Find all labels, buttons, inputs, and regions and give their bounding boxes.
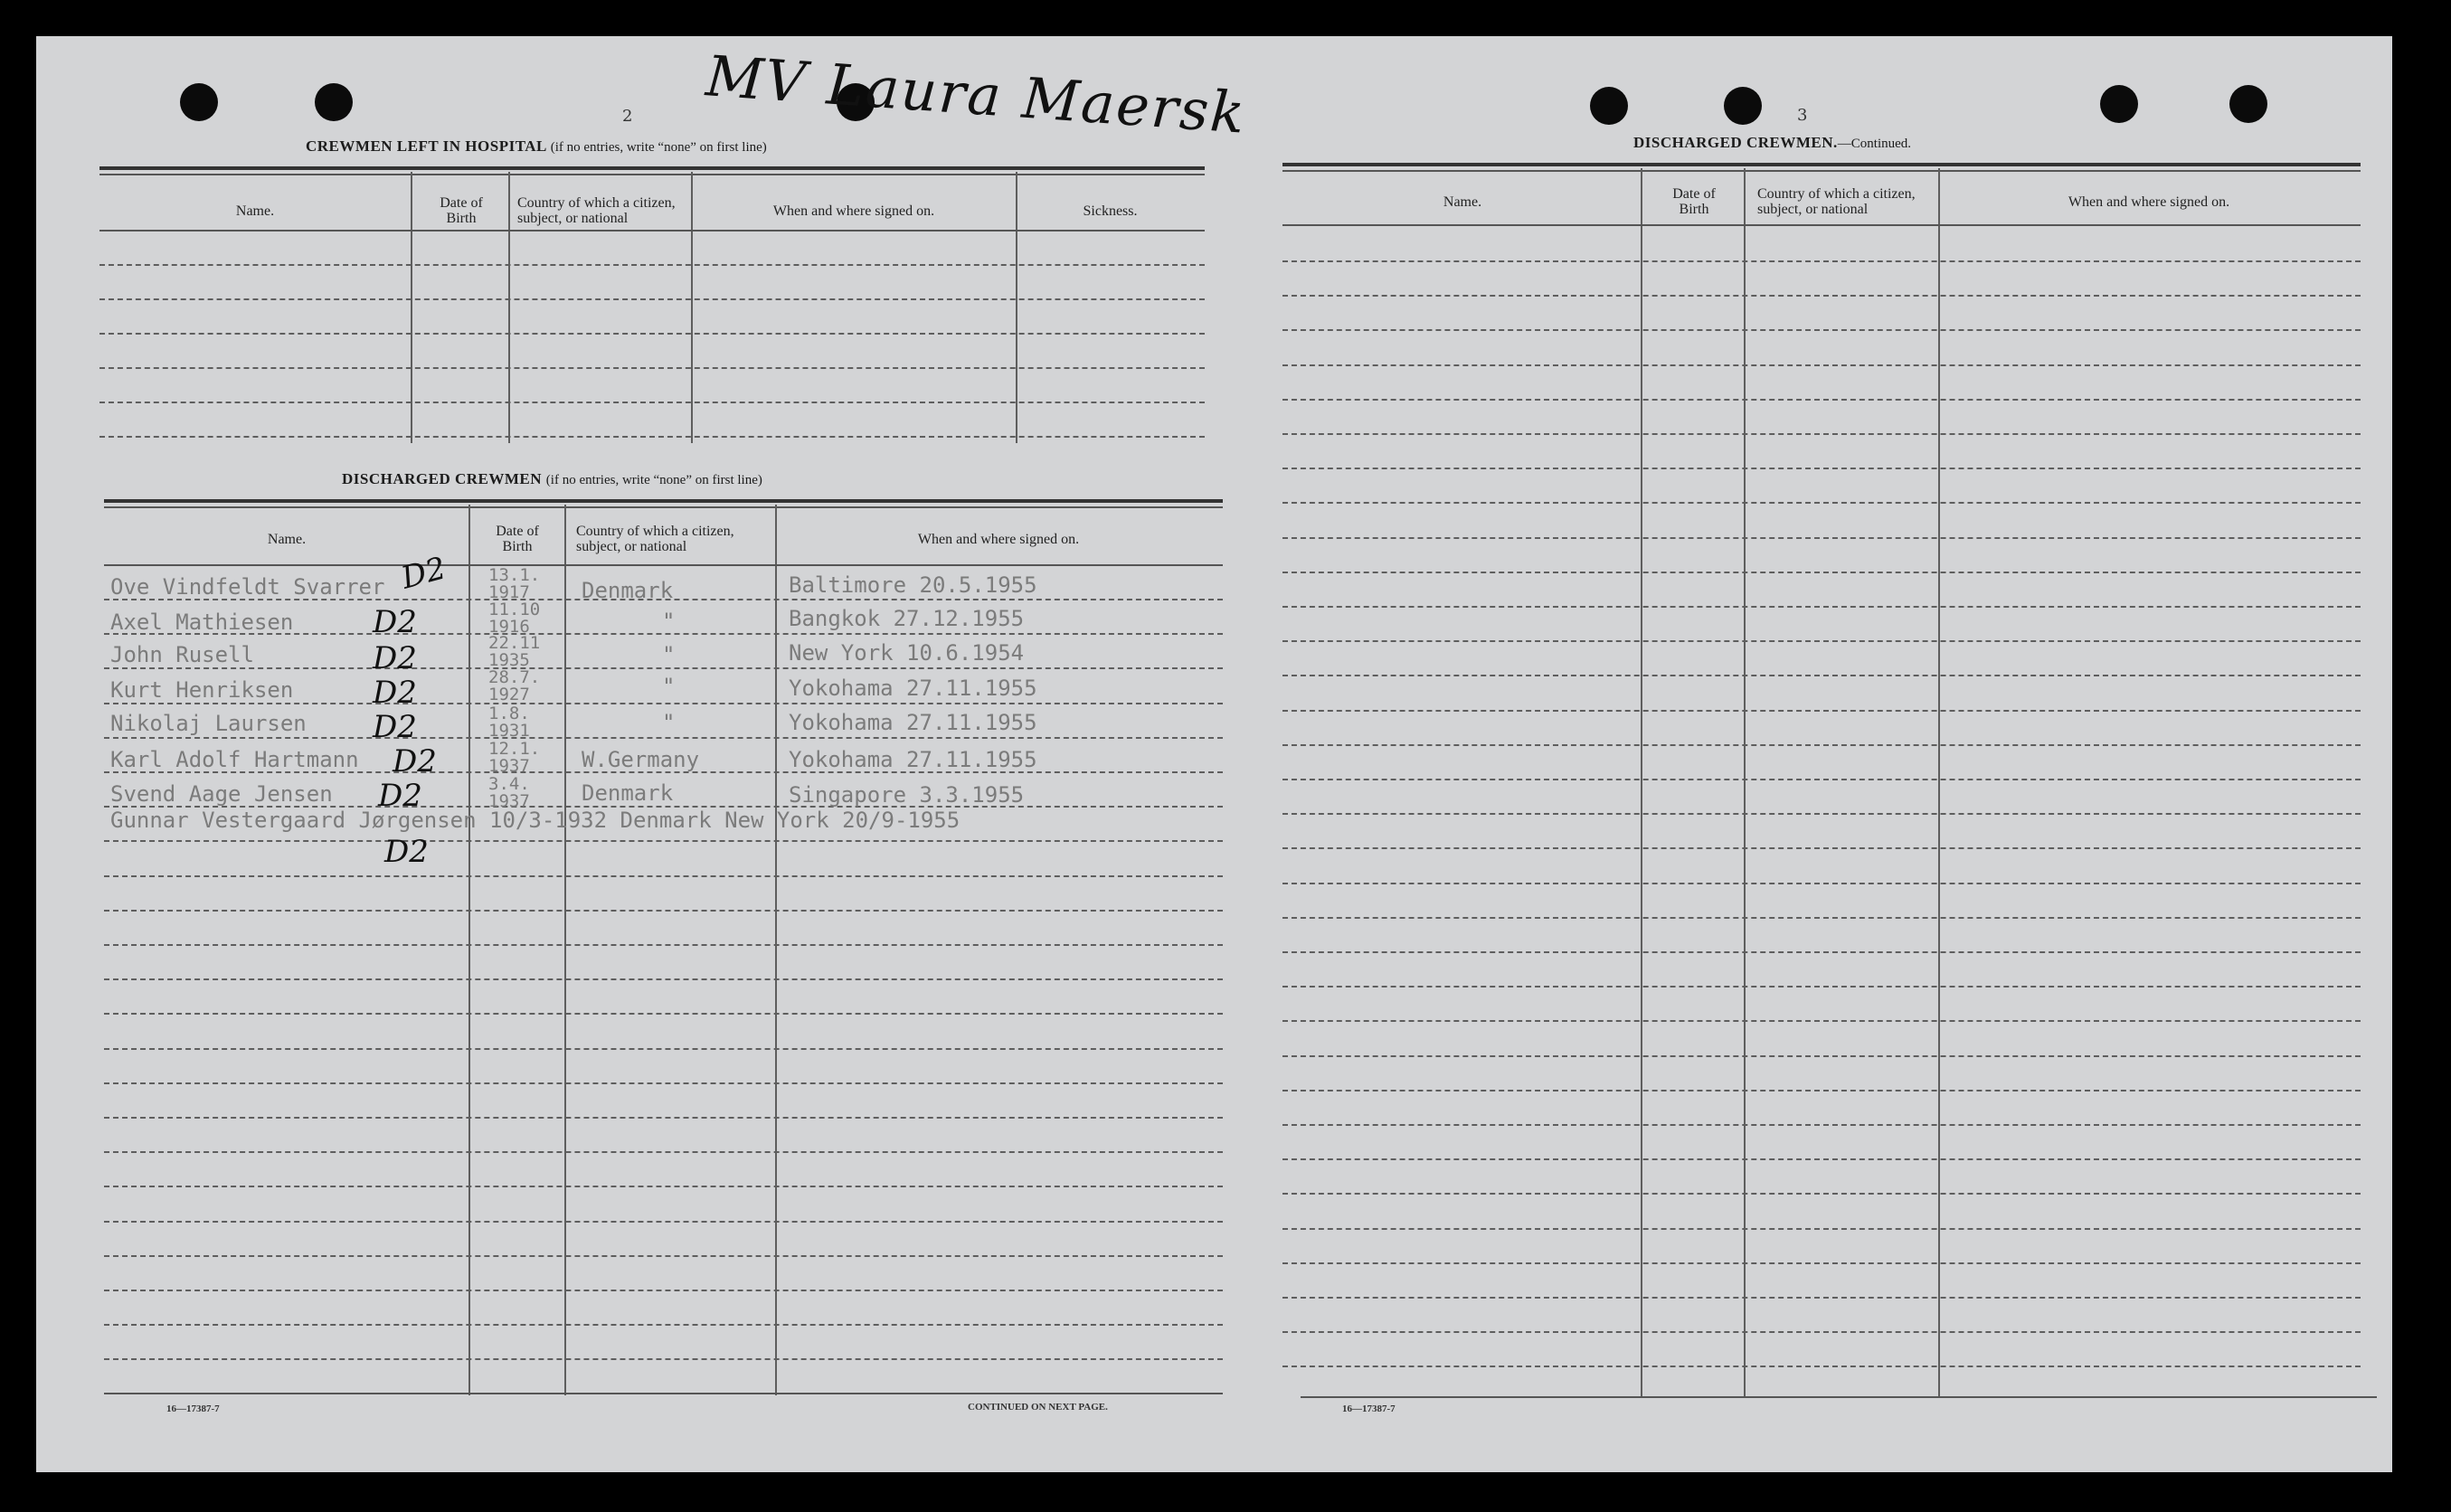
hospital-header-name: Name. xyxy=(235,203,275,219)
discharge-code-mark: D2 xyxy=(384,834,429,870)
ruled-line xyxy=(104,1186,1223,1187)
dob-day-month: 13.1. xyxy=(488,565,541,585)
dob-day-month: 22.11 xyxy=(488,633,541,653)
dob-year: 1937 xyxy=(488,791,530,811)
punch-hole xyxy=(1590,87,1628,125)
signed-on: Baltimore 20.5.1955 xyxy=(789,572,1037,598)
ruled-line xyxy=(1282,917,2361,919)
signed-on: Yokohama 27.11.1955 xyxy=(789,747,1037,772)
continued-header-dob: Date of Birth xyxy=(1672,186,1716,217)
discharged-header-country: Country of which a citizen, subject, or national xyxy=(576,524,734,554)
dob-year: 1927 xyxy=(488,685,530,704)
crewman-country: " xyxy=(662,609,676,634)
ruled-line xyxy=(1282,606,2361,608)
ruled-line xyxy=(1282,1228,2361,1230)
crewman-name: Kurt Henriksen xyxy=(110,677,294,703)
dob-day-month: 12.1. xyxy=(488,739,541,759)
hospital-header-dob: Date of Birth xyxy=(440,195,483,226)
ruled-line xyxy=(104,1082,1223,1084)
crewman-name: Karl Adolf Hartmann xyxy=(110,747,359,772)
ruled-line xyxy=(1282,468,2361,469)
ruled-line xyxy=(104,978,1223,980)
crewman-country: Denmark xyxy=(582,578,674,603)
ruled-line xyxy=(104,1048,1223,1050)
ruled-line xyxy=(1282,1158,2361,1160)
crewman-country: " xyxy=(662,710,676,735)
ruled-line xyxy=(1282,779,2361,780)
signed-on: Bangkok 27.12.1955 xyxy=(789,606,1025,631)
continued-note: CONTINUED ON NEXT PAGE. xyxy=(968,1402,1108,1413)
ruled-line xyxy=(1282,951,2361,953)
ruled-line xyxy=(1282,399,2361,401)
punch-hole xyxy=(1724,87,1762,125)
hospital-header-sickness: Sickness. xyxy=(1083,203,1138,219)
crewman-country: " xyxy=(662,674,676,699)
ruled-line xyxy=(1282,572,2361,573)
ruled-line xyxy=(104,944,1223,946)
discharge-code-mark: D2 xyxy=(373,604,417,640)
ruled-line xyxy=(104,1117,1223,1119)
ruled-line xyxy=(1282,364,2361,366)
ruled-line xyxy=(1282,1366,2361,1367)
overflow-entry: Gunnar Vestergaard Jørgensen 10/3-1932 Denmark New York 20/9-1955 xyxy=(110,808,961,833)
ruled-line xyxy=(104,737,1223,739)
crewman-country: W.Germany xyxy=(582,747,700,772)
crewman-name: Svend Aage Jensen xyxy=(110,781,333,807)
ruled-line xyxy=(104,1290,1223,1291)
punch-hole xyxy=(180,83,218,121)
ruled-line xyxy=(1282,640,2361,642)
dob-year: 1917 xyxy=(488,582,530,602)
continued-header-signed: When and where signed on. xyxy=(2068,194,2230,210)
ruled-line xyxy=(1282,1090,2361,1091)
handwritten-ship-name: MV Laura Maersk xyxy=(704,43,1249,146)
punch-hole xyxy=(2229,85,2267,123)
ruled-line xyxy=(104,1221,1223,1223)
ruled-line xyxy=(104,910,1223,912)
crewman-name: Axel Mathiesen xyxy=(110,610,294,635)
discharged-header-signed: When and where signed on. xyxy=(917,531,1080,547)
hospital-section-title: CREWMEN LEFT IN HOSPITAL (if no entries, write “none” on first line) xyxy=(306,137,767,155)
ruled-line xyxy=(1282,537,2361,539)
ruled-line xyxy=(1282,1262,2361,1264)
ruled-line xyxy=(104,1255,1223,1257)
crewman-country: " xyxy=(662,642,676,667)
continued-header-name: Name. xyxy=(1443,194,1482,210)
signed-on: Yokohama 27.11.1955 xyxy=(789,676,1037,701)
ruled-line xyxy=(104,1013,1223,1015)
crewman-country: Denmark xyxy=(582,780,674,806)
crewman-name: Ove Vindfeldt Svarrer xyxy=(110,574,385,600)
dob-day-month: 11.10 xyxy=(488,600,541,619)
ruled-line xyxy=(104,875,1223,877)
ruled-line xyxy=(1282,502,2361,504)
ruled-line xyxy=(104,840,1223,842)
discharge-code-mark: D2 xyxy=(378,778,422,814)
ruled-line xyxy=(104,1151,1223,1153)
dob-day-month: 3.4. xyxy=(488,774,530,794)
dob-year: 1937 xyxy=(488,756,530,776)
ruled-line xyxy=(1282,260,2361,262)
form-code-right: 16—17387-7 xyxy=(1342,1403,1396,1414)
continued-header-country: Country of which a citizen, subject, or national xyxy=(1757,186,1916,217)
ruled-line xyxy=(1282,295,2361,297)
discharged-header-name: Name. xyxy=(267,531,307,547)
dob-year: 1931 xyxy=(488,721,530,741)
dob-year: 1935 xyxy=(488,650,530,670)
signed-on: Singapore 3.3.1955 xyxy=(789,782,1025,808)
ruled-line xyxy=(1282,329,2361,331)
signed-on: Yokohama 27.11.1955 xyxy=(789,710,1037,735)
ruled-line xyxy=(1282,675,2361,676)
document-sheet xyxy=(36,36,2392,1472)
discharge-code-mark: D2 xyxy=(373,675,417,711)
ruled-line xyxy=(1282,1331,2361,1333)
ruled-line xyxy=(1282,1297,2361,1299)
dob-day-month: 1.8. xyxy=(488,704,530,723)
page-number-right: 3 xyxy=(1797,106,1808,125)
hospital-header-signed: When and where signed on. xyxy=(772,203,935,219)
ruled-line xyxy=(1282,1124,2361,1126)
ruled-line xyxy=(1282,1020,2361,1022)
ruled-line xyxy=(1282,710,2361,712)
continued-section-title: DISCHARGED CREWMEN.—Continued. xyxy=(1633,134,1912,151)
page-number-left: 2 xyxy=(622,107,633,126)
crewman-name: John Rusell xyxy=(110,642,254,667)
ruled-line xyxy=(1282,847,2361,849)
discharge-code-mark: D2 xyxy=(393,743,437,780)
ruled-line xyxy=(1282,813,2361,815)
ruled-line xyxy=(1282,433,2361,435)
hospital-header-country: Country of which a citizen, subject, or national xyxy=(517,195,676,226)
ruled-line xyxy=(1282,744,2361,746)
signed-on: New York 10.6.1954 xyxy=(789,640,1025,666)
dob-day-month: 28.7. xyxy=(488,667,541,687)
dob-year: 1916 xyxy=(488,617,530,637)
form-code-left: 16—17387-7 xyxy=(166,1403,220,1414)
ruled-line xyxy=(104,1358,1223,1360)
ruled-line xyxy=(1282,986,2361,988)
ruled-line xyxy=(1282,1193,2361,1195)
discharge-code-mark: D2 xyxy=(397,550,450,597)
punch-hole xyxy=(315,83,353,121)
punch-hole xyxy=(2100,85,2138,123)
ruled-line xyxy=(104,1324,1223,1326)
ruled-line xyxy=(1282,883,2361,884)
discharge-code-mark: D2 xyxy=(373,640,417,676)
crewman-name: Nikolaj Laursen xyxy=(110,711,307,736)
discharge-code-mark: D2 xyxy=(373,709,417,745)
discharged-section-title: DISCHARGED CREWMEN (if no entries, write “none” on first line) xyxy=(342,470,762,487)
ruled-line xyxy=(1282,1055,2361,1057)
discharged-header-dob: Date of Birth xyxy=(496,524,539,554)
